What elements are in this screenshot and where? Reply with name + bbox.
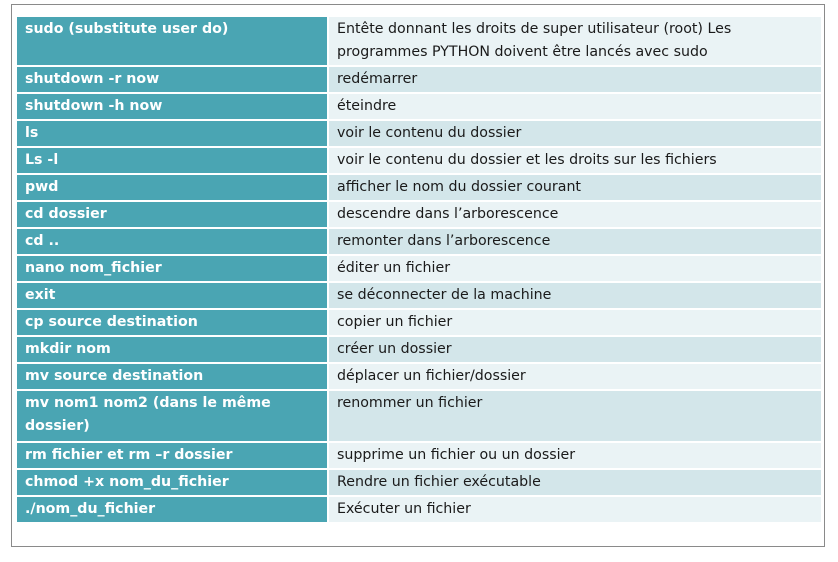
description-cell: voir le contenu du dossier	[329, 121, 821, 148]
table-row	[17, 121, 821, 148]
command-cell: ls	[17, 121, 329, 148]
table-row	[17, 337, 821, 364]
command-cell: rm fichier et rm –r dossier	[17, 443, 329, 470]
command-cell: chmod +x nom_du_fichier	[17, 470, 329, 497]
command-cell: cd ..	[17, 229, 329, 256]
table-row	[17, 17, 821, 67]
description-cell: redémarrer	[329, 67, 821, 94]
table-row	[17, 497, 821, 524]
table-row	[17, 148, 821, 175]
description-cell: créer un dossier	[329, 337, 821, 364]
table-row	[17, 470, 821, 497]
command-cell: ./nom_du_fichier	[17, 497, 329, 524]
command-cell: cd dossier	[17, 202, 329, 229]
description-cell: remonter dans l’arborescence	[329, 229, 821, 256]
command-cell: cp source destination	[17, 310, 329, 337]
description-cell: Entête donnant les droits de super utilisateur (root) Les programmes PYTHON doivent être lancés avec sudo	[329, 17, 821, 67]
description-cell: se déconnecter de la machine	[329, 283, 821, 310]
linux-commands-table	[17, 17, 821, 524]
table-row	[17, 310, 821, 337]
command-cell: Ls -l	[17, 148, 329, 175]
description-cell: copier un fichier	[329, 310, 821, 337]
table-row	[17, 443, 821, 470]
command-cell: exit	[17, 283, 329, 310]
command-cell: mv source destination	[17, 364, 329, 391]
table-row	[17, 175, 821, 202]
description-cell: déplacer un fichier/dossier	[329, 364, 821, 391]
command-cell: mv nom1 nom2 (dans le même dossier)	[17, 391, 329, 443]
description-cell: Rendre un fichier exécutable	[329, 470, 821, 497]
table-row	[17, 202, 821, 229]
description-cell: descendre dans l’arborescence	[329, 202, 821, 229]
command-cell: shutdown -h now	[17, 94, 329, 121]
table-row	[17, 67, 821, 94]
table-row	[17, 229, 821, 256]
table-row	[17, 364, 821, 391]
description-cell: Exécuter un fichier	[329, 497, 821, 524]
command-cell: nano nom_fichier	[17, 256, 329, 283]
description-cell: éditer un fichier	[329, 256, 821, 283]
command-cell: mkdir nom	[17, 337, 329, 364]
table-row	[17, 256, 821, 283]
description-cell: éteindre	[329, 94, 821, 121]
description-cell: voir le contenu du dossier et les droits sur les fichiers	[329, 148, 821, 175]
table-row	[17, 391, 821, 443]
command-cell: sudo (substitute user do)	[17, 17, 329, 67]
description-cell: afficher le nom du dossier courant	[329, 175, 821, 202]
description-cell: renommer un fichier	[329, 391, 821, 443]
command-cell: pwd	[17, 175, 329, 202]
command-cell: shutdown -r now	[17, 67, 329, 94]
description-cell: supprime un fichier ou un dossier	[329, 443, 821, 470]
table-row	[17, 94, 821, 121]
table-row	[17, 283, 821, 310]
